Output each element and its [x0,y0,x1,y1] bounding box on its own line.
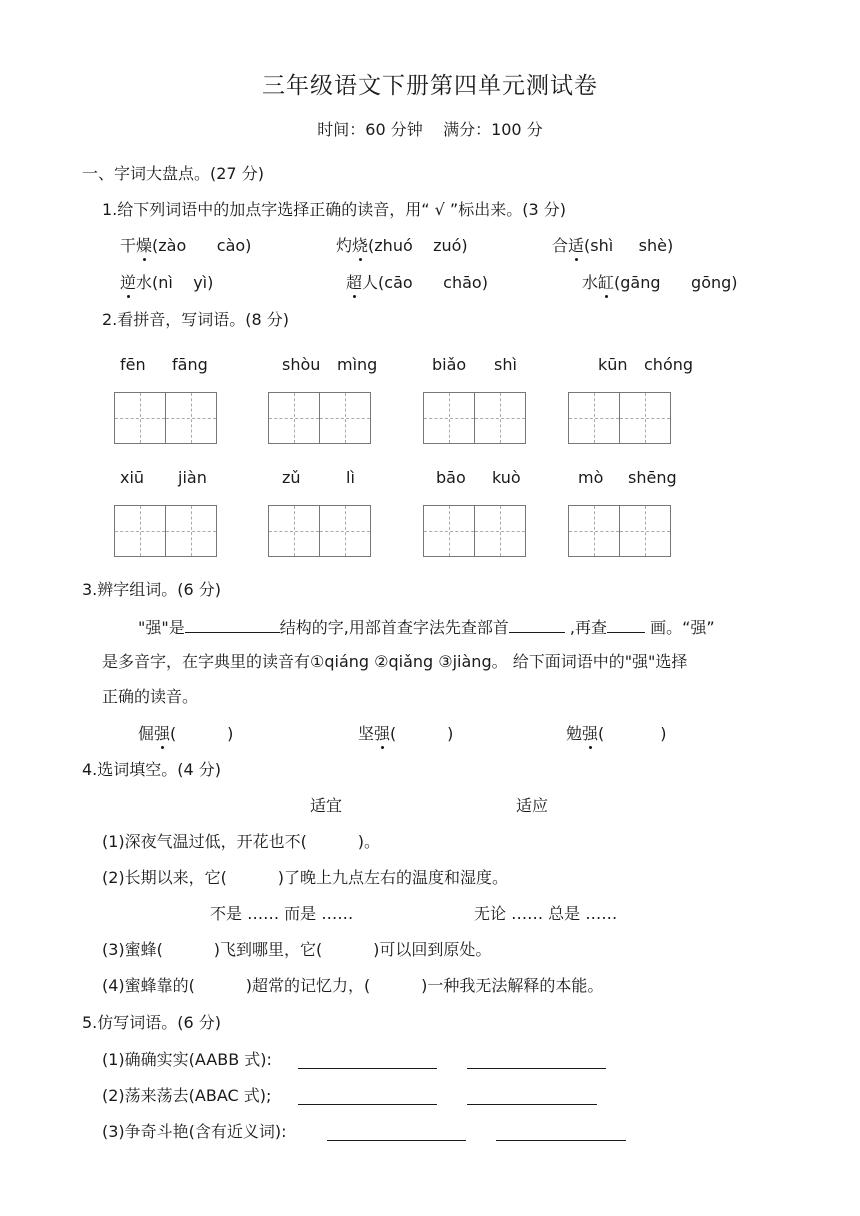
answer-blank[interactable] [298,1052,437,1069]
q4-choice: 无论 …… 总是 …… [474,904,618,923]
q4-sentence: (3)蜜蜂( )飞到哪里，它( )可以回到原处。 [102,940,492,959]
answer-blank[interactable] [496,1124,626,1141]
q4-choice: 不是 …… 而是 …… [210,904,354,923]
answer-blank[interactable] [467,1052,606,1069]
q2-title: 2.看拼音，写词语。(8 分) [102,310,290,329]
q3-line-1: "强"是 结构的字,用部首查字法先查部首 ,再查 画。“强” [138,618,715,637]
q3-line-2: 是多音字，在字典里的读音有①qiáng ②qiǎng ③jiàng。 给下面词语中的"强"选择 [102,652,688,671]
q4-choice: 适应 [516,796,549,815]
q4-title: 4.选词填空。(4 分) [82,760,222,779]
pinyin: jiàn [178,468,207,487]
exam-info: 时间：60 分钟 满分：100 分 [317,120,543,139]
writing-grid[interactable] [568,392,672,444]
answer-blank[interactable] [327,1124,466,1141]
pinyin: zǔ [282,468,301,487]
pinyin: mìng [337,355,378,374]
page-title: 三年级语文下册第四单元测试卷 [262,73,598,99]
pinyin: kuò [492,468,521,487]
q5-item: (3)争奇斗艳(含有近义词): [102,1122,287,1141]
q3-title: 3.辨字组词。(6 分) [82,580,222,599]
q3-word: 倔强( ) [138,724,234,743]
q1-item: 合适(shì shè) [552,236,674,255]
pinyin: lì [346,468,355,487]
pinyin: fēn [120,355,146,374]
pinyin: chóng [644,355,694,374]
q4-sentence: (4)蜜蜂靠的( )超常的记忆力，( )一种我无法解释的本能。 [102,976,604,995]
q1-item: 干燥(zào cào) [120,236,252,255]
writing-grid[interactable] [114,505,218,557]
q1-item: 灼烧(zhuó zuó) [336,236,468,255]
q3-word: 坚强( ) [358,724,454,743]
pinyin: fāng [172,355,208,374]
pinyin: mò [578,468,604,487]
writing-grid[interactable] [423,392,527,444]
pinyin: shì [494,355,517,374]
answer-blank[interactable] [185,616,280,633]
answer-blank[interactable] [467,1088,597,1105]
writing-grid[interactable] [268,505,372,557]
q1-item: 逆水(nì yì) [120,273,214,292]
writing-grid[interactable] [568,505,672,557]
q1-item: 水缸(gāng gōng) [582,273,738,292]
q5-item: (1)确确实实(AABB 式): [102,1050,272,1069]
pinyin: shòu [282,355,321,374]
pinyin: biǎo [432,355,467,374]
q4-sentence: (2)长期以来，它( )了晚上九点左右的温度和湿度。 [102,868,509,887]
q5-item: (2)荡来荡去(ABAC 式); [102,1086,272,1105]
writing-grid[interactable] [268,392,372,444]
writing-grid[interactable] [114,392,218,444]
answer-blank[interactable] [607,616,645,633]
pinyin: kūn [598,355,628,374]
q5-title: 5.仿写词语。(6 分) [82,1013,222,1032]
q1-item: 超人(cāo chāo) [346,273,488,292]
q1-title: 1.给下列词语中的加点字选择正确的读音，用“ √ ”标出来。(3 分) [102,200,566,219]
pinyin: xiū [120,468,145,487]
answer-blank[interactable] [509,616,565,633]
q4-sentence: (1)深夜气温过低，开花也不( )。 [102,832,381,851]
q4-choice: 适宜 [310,796,343,815]
pinyin: bāo [436,468,466,487]
section-1-heading: 一、字词大盘点。(27 分) [82,164,264,183]
answer-blank[interactable] [298,1088,437,1105]
q3-line-3: 正确的读音。 [102,687,199,706]
pinyin: shēng [628,468,677,487]
writing-grid[interactable] [423,505,527,557]
q3-word: 勉强( ) [566,724,667,743]
